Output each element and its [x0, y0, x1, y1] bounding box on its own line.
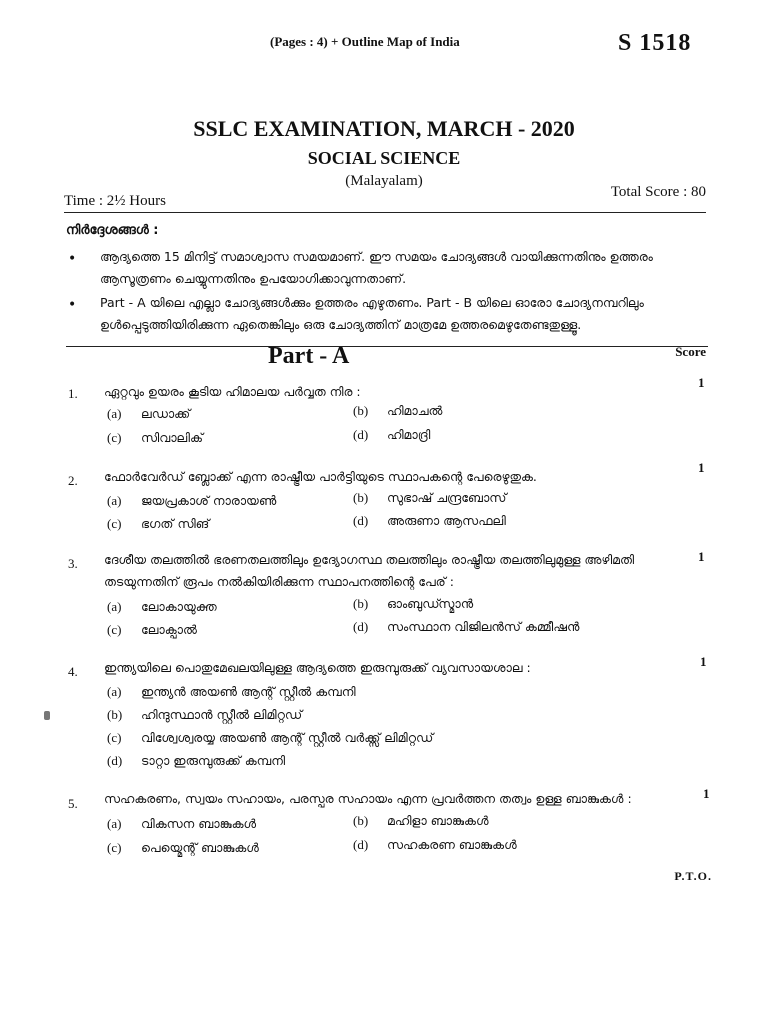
question-text: ഇന്ത്യയിലെ പൊതുമേഖലയിലുള്ള ആദ്യത്തെ ഇരുമ്പുരുക്ക് വ്യവസായശാല : [104, 660, 531, 675]
bullet-icon: • [68, 297, 77, 313]
option-c [107, 730, 433, 746]
time-label: Time : 2½ Hours [64, 193, 166, 209]
option-b [353, 813, 489, 829]
option-label: (c) [107, 622, 122, 637]
option-label: (d) [353, 513, 369, 528]
option-text: പെയ്മെന്റ് ബാങ്കുകൾ [141, 840, 259, 855]
option-text: ലോകായുക്ത [141, 599, 217, 614]
option-label: (c) [107, 516, 122, 531]
option-a [107, 599, 217, 615]
option-b [353, 490, 506, 506]
bullet-icon: • [68, 251, 77, 267]
option-text: ഹിമാചൽ [387, 403, 443, 418]
option-b [353, 596, 473, 612]
header-divider [64, 212, 706, 213]
medium-label: (Malayalam) [345, 173, 423, 189]
exam-title: SSLC EXAMINATION, MARCH - 2020 [193, 116, 575, 141]
option-text: വികസന ബാങ്കുകൾ [141, 816, 257, 831]
option-label: (c) [107, 840, 122, 855]
option-text: അരുണാ ആസഫലി [387, 513, 506, 528]
option-label: (b) [353, 403, 369, 418]
option-d [353, 427, 430, 443]
subject-title: SOCIAL SCIENCE [307, 148, 461, 168]
option-text: ജയപ്രകാശ് നാരായൺ [141, 493, 277, 508]
option-label: (a) [107, 816, 122, 831]
question-number: 1. [68, 386, 78, 401]
scan-speck [44, 711, 50, 720]
option-text: ഭഗത് സിങ് [141, 516, 210, 531]
option-label: (b) [353, 596, 369, 611]
option-text: മഹിളാ ബാങ്കുകൾ [387, 813, 489, 828]
instruction-item: Part - A യിലെ എല്ലാ ചോദ്യങ്ങൾക്കും ഉത്തരം എഴുതണം. Part - B യിലെ ഓരോ ചോദ്യനമ്പറിലും ഉൾപ്പെടുത്തിയിരിക്കുന്ന ഏതെങ്കിലും ഒരു ചോദ്യത്തിന് മാത്രമേ ഉത്തരമെഴുതേണ്ടതുള്ളൂ. [100, 295, 644, 332]
question-number: 4. [68, 664, 78, 679]
total-score-label: Total Score : 80 [610, 184, 706, 200]
option-text: സിവാലിക് [141, 430, 203, 445]
part-title: Part - A [268, 343, 350, 369]
option-text: ടാറ്റാ ഇരുമ്പുരുക്ക് കമ്പനി [141, 753, 286, 768]
option-b [107, 707, 302, 723]
question-number: 5. [68, 796, 78, 811]
option-text: ഇന്ത്യൻ അയൺ ആന്റ് സ്റ്റീൽ കമ്പനി [141, 684, 356, 699]
option-label: (c) [107, 430, 122, 445]
option-text: ലഡാക്ക് [141, 406, 191, 421]
option-label: (a) [107, 599, 122, 614]
pages-note: (Pages : 4) + Outline Map of India [270, 34, 460, 49]
question-number: 2. [68, 473, 78, 488]
option-text: ഹിന്ദുസ്ഥാൻ സ്റ്റീൽ ലിമിറ്റഡ് [141, 707, 303, 722]
section-divider [66, 346, 708, 347]
question-number: 3. [68, 556, 78, 571]
option-text: ഹിമാദ്രി [387, 427, 431, 442]
question-mark: 1 [700, 654, 707, 669]
option-label: (a) [107, 493, 122, 508]
option-c [107, 622, 197, 638]
option-text: സഹകരണ ബാങ്കുകൾ [387, 837, 517, 852]
option-text: ലോക്പാൽ [141, 622, 197, 637]
option-label: (c) [107, 730, 122, 745]
option-a [107, 406, 190, 422]
option-text: സുഭാഷ് ചന്ദ്രബോസ് [387, 490, 507, 505]
option-a [107, 816, 256, 832]
option-label: (a) [107, 406, 122, 421]
option-a [107, 493, 276, 509]
question-text: ഏറ്റവും ഉയരം കൂടിയ ഹിമാലയ പർവ്വത നിര : [104, 384, 361, 399]
option-label: (a) [107, 684, 122, 699]
option-label: (d) [353, 837, 369, 852]
instructions-heading: നിർദ്ദേശങ്ങൾ : [66, 223, 159, 238]
paper-code: S 1518 [618, 30, 692, 56]
option-a [107, 684, 356, 700]
option-text: വിശ്വേശ്വരയ്യ അയൺ ആന്റ് സ്റ്റീൽ വർക്ക്സ് ലിമിറ്റഡ് [141, 730, 434, 745]
question-mark: 1 [703, 786, 710, 801]
option-label: (d) [353, 427, 369, 442]
option-d [353, 619, 579, 635]
option-label: (d) [353, 619, 369, 634]
option-label: (d) [107, 753, 123, 768]
option-d [353, 837, 517, 853]
question-text: ഫോർവേർഡ് ബ്ലോക്ക് എന്ന രാഷ്ട്രീയ പാർട്ടിയുടെ സ്ഥാപകന്റെ പേരെഴുതുക. [104, 469, 537, 484]
option-label: (b) [107, 707, 123, 722]
option-d [353, 513, 506, 529]
option-d [107, 753, 285, 769]
option-label: (b) [353, 490, 369, 505]
pto-label: P.T.O. [674, 869, 712, 883]
question-mark: 1 [698, 549, 705, 564]
option-b [353, 403, 442, 419]
option-c [107, 516, 209, 532]
option-text: ഓംബുഡ്സ്മാൻ [387, 596, 474, 611]
question-text: ദേശീയ തലത്തിൽ ഭരണതലത്തിലും ഉദ്യോഗസ്ഥ തലത്തിലും രാഷ്ട്രീയ തലത്തിലുമുള്ള അഴിമതി തടയുന്നതിന് രൂപം നൽകിയിരിക്കുന്ന സ്ഥാപനത്തിന്റെ പേര് : [104, 552, 635, 589]
question-text: സഹകരണം, സ്വയം സഹായം, പരസ്പര സഹായം എന്ന പ്രവർത്തന തത്വം ഉള്ള ബാങ്കുകൾ : [104, 791, 632, 806]
option-c [107, 840, 259, 856]
option-label: (b) [353, 813, 369, 828]
option-text: സംസ്ഥാന വിജിലൻസ് കമ്മീഷൻ [387, 619, 580, 634]
score-column-heading: Score [675, 344, 706, 359]
question-mark: 1 [698, 460, 705, 475]
instruction-item: ആദ്യത്തെ 15 മിനിട്ട് സമാശ്വാസ സമയമാണ്. ഈ സമയം ചോദ്യങ്ങൾ വായിക്കുന്നതിനും ഉത്തരം ആസൂത്രണം ചെയ്യുന്നതിനും ഉപയോഗിക്കാവുന്നതാണ്. [100, 249, 653, 286]
option-c [107, 430, 203, 446]
question-mark: 1 [698, 375, 705, 390]
